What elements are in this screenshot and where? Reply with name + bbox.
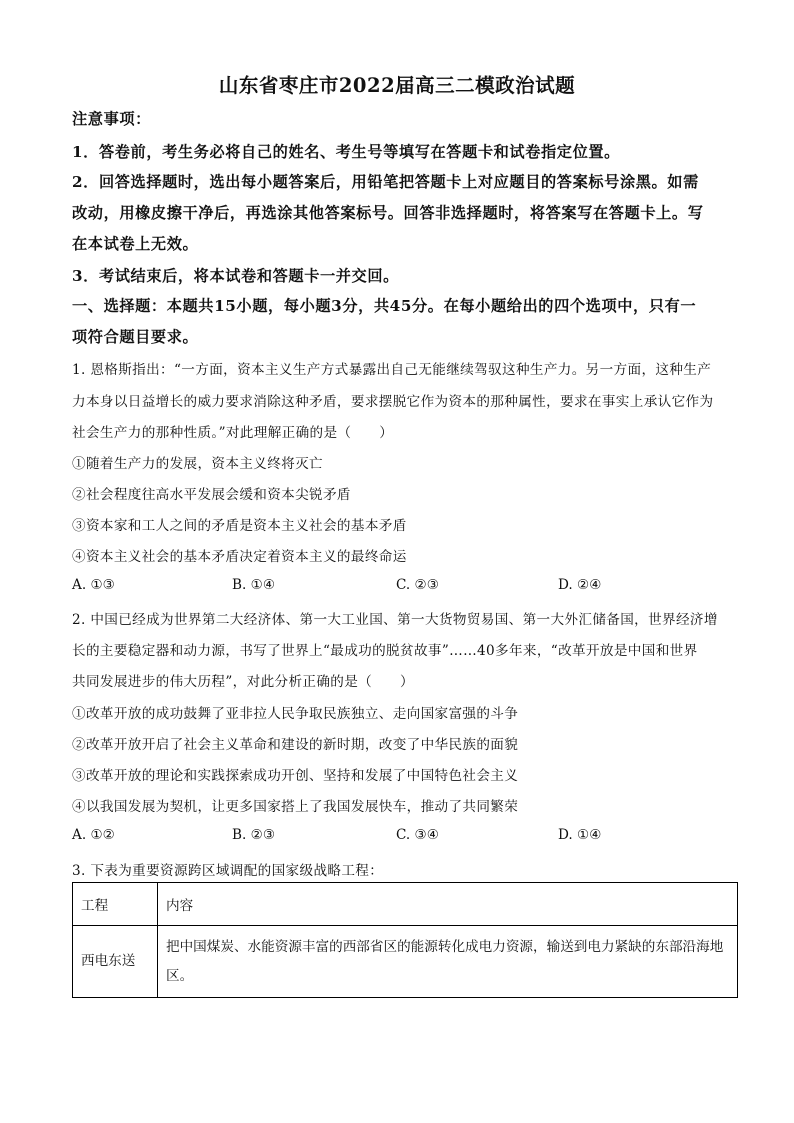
question-2-statement: ②改革开放开启了社会主义革命和建设的新时期，改变了中华民族的面貌: [72, 737, 519, 753]
question-2-statement: ①改革开放的成功鼓舞了亚非拉人民争取民族独立、走向国家富强的斗争: [72, 706, 519, 722]
page-title: 山东省枣庄市2022届高三二模政治试题: [218, 74, 576, 97]
table-header-row: [73, 883, 738, 926]
question-2-statement: ④以我国发展为契机，让更多国家搭上了我国发展快车，推动了共同繁荣: [72, 799, 519, 815]
section-heading-cont: 项符合题目要求。: [72, 328, 199, 346]
question-3-text: 3. 下表为重要资源跨区域调配的国家级战略工程：: [72, 863, 384, 879]
question-2-text: 2. 中国已经成为世界第二大经济体、第一大工业国、第一大货物贸易国、第一大外汇储备国，世界经济增: [72, 612, 718, 628]
note-item: 3．考试结束后，将本试卷和答题卡一并交回。: [72, 267, 399, 285]
question-2-option-c[interactable]: C. ③④: [396, 827, 439, 843]
note-item: 2．回答选择题时，选出每小题答案后，用铅笔把答题卡上对应题目的答案标号涂黑。如需: [72, 173, 699, 191]
question-2-text: 长的主要稳定器和动力源，书写了世界上“最成功的脱贫故事”……40多年来，“改革开放是中国和世界: [72, 643, 698, 659]
question-2-statement: ③改革开放的理论和实践探索成功开创、坚持和发展了中国特色社会主义: [72, 768, 519, 784]
question-1-statement: ③资本家和工人之间的矛盾是资本主义社会的基本矛盾: [72, 518, 407, 534]
table-header-cell: 内容: [158, 883, 738, 926]
table-cell-project: 西电东送: [73, 926, 158, 998]
question-1-text: 力本身以日益增长的威力要求消除这种矛盾，要求摆脱它作为资本的那种属性，要求在事实上承认它作为: [72, 394, 714, 410]
question-1-option-d[interactable]: D. ②④: [558, 577, 602, 593]
notes-heading: 注意事项：: [72, 110, 151, 128]
question-2-option-d[interactable]: D. ①④: [558, 827, 602, 843]
note-item: 在本试卷上无效。: [72, 235, 199, 253]
question-1-text: 1. 恩格斯指出：“一方面，资本主义生产方式暴露出自己无能继续驾驭这种生产力。另一方面，这种生产: [72, 362, 712, 378]
question-2-option-a[interactable]: A. ①②: [72, 827, 115, 843]
question-1-option-b[interactable]: B. ①④: [232, 577, 276, 593]
question-1-statement: ④资本主义社会的基本矛盾决定着资本主义的最终命运: [72, 549, 407, 565]
question-1-option-c[interactable]: C. ②③: [396, 577, 439, 593]
resource-project-table: [72, 882, 738, 998]
question-1-option-a[interactable]: A. ①③: [72, 577, 115, 593]
question-1-text: 社会生产力的那种性质。”对此理解正确的是（ ）: [72, 425, 394, 441]
table-row: [73, 926, 738, 998]
question-2-option-b[interactable]: B. ②③: [232, 827, 276, 843]
note-item: 1．答卷前，考生务必将自己的姓名、考生号等填写在答题卡和试卷指定位置。: [72, 143, 620, 161]
table-header-cell: 工程: [73, 883, 158, 926]
question-1-statement: ①随着生产力的发展，资本主义终将灭亡: [72, 456, 323, 472]
note-item: 改动，用橡皮擦干净后，再选涂其他答案标号。回答非选择题时，将答案写在答题卡上。写: [72, 204, 704, 222]
table-cell-content: 把中国煤炭、水能资源丰富的西部省区的能源转化成电力资源，输送到电力紧缺的东部沿海地区。: [158, 926, 738, 998]
section-heading: 一、选择题：本题共15小题，每小题3分，共45分。在每小题给出的四个选项中，只有一: [72, 297, 697, 315]
question-1-statement: ②社会程度往高水平发展会缓和资本尖锐矛盾: [72, 487, 351, 503]
question-2-text: 共同发展进步的伟大历程”，对此分析正确的是（ ）: [72, 674, 414, 690]
